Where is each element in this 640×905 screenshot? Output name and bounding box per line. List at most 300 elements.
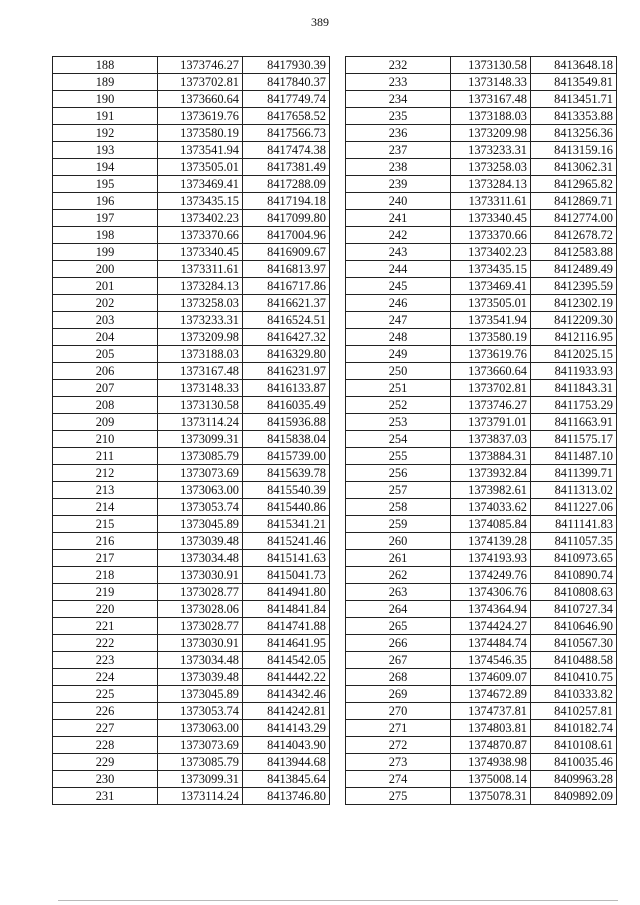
point-number-cell: 239 (346, 176, 451, 193)
x-coordinate-cell: 1373791.01 (451, 414, 531, 431)
y-coordinate-cell: 8414542.05 (243, 652, 330, 669)
point-number-cell: 219 (53, 584, 158, 601)
x-coordinate-cell: 1374085.84 (451, 516, 531, 533)
x-coordinate-cell: 1373702.81 (451, 380, 531, 397)
table-row (53, 703, 330, 720)
y-coordinate-cell: 8410808.63 (531, 584, 617, 601)
y-coordinate-cell: 8414442.22 (243, 669, 330, 686)
table-row (53, 227, 330, 244)
coordinates-table-right-body (346, 57, 617, 805)
table-row (346, 159, 617, 176)
x-coordinate-cell: 1374737.81 (451, 703, 531, 720)
x-coordinate-cell: 1374546.35 (451, 652, 531, 669)
x-coordinate-cell: 1373188.03 (451, 108, 531, 125)
table-row (346, 601, 617, 618)
point-number-cell: 248 (346, 329, 451, 346)
y-coordinate-cell: 8416133.87 (243, 380, 330, 397)
y-coordinate-cell: 8411753.29 (531, 397, 617, 414)
table-row (53, 329, 330, 346)
table-row (346, 108, 617, 125)
y-coordinate-cell: 8417099.80 (243, 210, 330, 227)
x-coordinate-cell: 1373370.66 (158, 227, 243, 244)
x-coordinate-cell: 1374306.76 (451, 584, 531, 601)
table-row (346, 57, 617, 74)
page-number: 389 (311, 15, 329, 29)
y-coordinate-cell: 8416035.49 (243, 397, 330, 414)
y-coordinate-cell: 8411227.06 (531, 499, 617, 516)
point-number-cell: 225 (53, 686, 158, 703)
y-coordinate-cell: 8413549.81 (531, 74, 617, 91)
y-coordinate-cell: 8415639.78 (243, 465, 330, 482)
point-number-cell: 273 (346, 754, 451, 771)
y-coordinate-cell: 8410257.81 (531, 703, 617, 720)
point-number-cell: 245 (346, 278, 451, 295)
table-row (346, 533, 617, 550)
x-coordinate-cell: 1373085.79 (158, 448, 243, 465)
point-number-cell: 265 (346, 618, 451, 635)
point-number-cell: 191 (53, 108, 158, 125)
table-row (53, 635, 330, 652)
y-coordinate-cell: 8413353.88 (531, 108, 617, 125)
y-coordinate-cell: 8417658.52 (243, 108, 330, 125)
x-coordinate-cell: 1374870.87 (451, 737, 531, 754)
y-coordinate-cell: 8410973.65 (531, 550, 617, 567)
table-row (346, 329, 617, 346)
x-coordinate-cell: 1373469.41 (158, 176, 243, 193)
x-coordinate-cell: 1373340.45 (451, 210, 531, 227)
table-row (346, 414, 617, 431)
point-number-cell: 207 (53, 380, 158, 397)
table-row (346, 312, 617, 329)
point-number-cell: 221 (53, 618, 158, 635)
table-row (53, 550, 330, 567)
x-coordinate-cell: 1375008.14 (451, 771, 531, 788)
table-row (346, 91, 617, 108)
x-coordinate-cell: 1373311.61 (451, 193, 531, 210)
x-coordinate-cell: 1373932.84 (451, 465, 531, 482)
x-coordinate-cell: 1373746.27 (451, 397, 531, 414)
point-number-cell: 198 (53, 227, 158, 244)
point-number-cell: 269 (346, 686, 451, 703)
x-coordinate-cell: 1373209.98 (158, 329, 243, 346)
y-coordinate-cell: 8415540.39 (243, 482, 330, 499)
y-coordinate-cell: 8417288.09 (243, 176, 330, 193)
table-row (53, 669, 330, 686)
x-coordinate-cell: 1373114.24 (158, 414, 243, 431)
point-number-cell: 214 (53, 499, 158, 516)
y-coordinate-cell: 8413256.36 (531, 125, 617, 142)
point-number-cell: 253 (346, 414, 451, 431)
x-coordinate-cell: 1373167.48 (451, 91, 531, 108)
point-number-cell: 258 (346, 499, 451, 516)
x-coordinate-cell: 1373114.24 (158, 788, 243, 805)
x-coordinate-cell: 1373073.69 (158, 465, 243, 482)
point-number-cell: 190 (53, 91, 158, 108)
point-number-cell: 206 (53, 363, 158, 380)
table-row (346, 635, 617, 652)
table-row (346, 125, 617, 142)
y-coordinate-cell: 8415041.73 (243, 567, 330, 584)
table-row (53, 584, 330, 601)
y-coordinate-cell: 8416909.67 (243, 244, 330, 261)
x-coordinate-cell: 1373541.94 (451, 312, 531, 329)
y-coordinate-cell: 8417004.96 (243, 227, 330, 244)
point-number-cell: 218 (53, 567, 158, 584)
y-coordinate-cell: 8416813.97 (243, 261, 330, 278)
point-number-cell: 251 (346, 380, 451, 397)
table-row (53, 244, 330, 261)
y-coordinate-cell: 8412116.95 (531, 329, 617, 346)
y-coordinate-cell: 8414741.88 (243, 618, 330, 635)
table-row (53, 618, 330, 635)
x-coordinate-cell: 1373402.23 (158, 210, 243, 227)
table-row (346, 516, 617, 533)
y-coordinate-cell: 8410488.58 (531, 652, 617, 669)
coordinates-table-left-body (53, 57, 330, 805)
x-coordinate-cell: 1373028.77 (158, 584, 243, 601)
x-coordinate-cell: 1373063.00 (158, 720, 243, 737)
point-number-cell: 242 (346, 227, 451, 244)
x-coordinate-cell: 1373580.19 (451, 329, 531, 346)
y-coordinate-cell: 8411575.17 (531, 431, 617, 448)
x-coordinate-cell: 1373209.98 (451, 125, 531, 142)
y-coordinate-cell: 8415440.86 (243, 499, 330, 516)
x-coordinate-cell: 1374193.93 (451, 550, 531, 567)
y-coordinate-cell: 8415739.00 (243, 448, 330, 465)
point-number-cell: 203 (53, 312, 158, 329)
x-coordinate-cell: 1373085.79 (158, 754, 243, 771)
table-row (346, 176, 617, 193)
table-row (346, 567, 617, 584)
point-number-cell: 231 (53, 788, 158, 805)
coordinates-table-right (345, 56, 617, 805)
x-coordinate-cell: 1373188.03 (158, 346, 243, 363)
table-row (346, 210, 617, 227)
y-coordinate-cell: 8409892.09 (531, 788, 617, 805)
x-coordinate-cell: 1373039.48 (158, 669, 243, 686)
y-coordinate-cell: 8417840.37 (243, 74, 330, 91)
x-coordinate-cell: 1374938.98 (451, 754, 531, 771)
y-coordinate-cell: 8409963.28 (531, 771, 617, 788)
point-number-cell: 193 (53, 142, 158, 159)
point-number-cell: 263 (346, 584, 451, 601)
y-coordinate-cell: 8412583.88 (531, 244, 617, 261)
table-row (346, 261, 617, 278)
y-coordinate-cell: 8410567.30 (531, 635, 617, 652)
point-number-cell: 201 (53, 278, 158, 295)
point-number-cell: 267 (346, 652, 451, 669)
x-coordinate-cell: 1373053.74 (158, 703, 243, 720)
point-number-cell: 222 (53, 635, 158, 652)
y-coordinate-cell: 8411487.10 (531, 448, 617, 465)
point-number-cell: 216 (53, 533, 158, 550)
x-coordinate-cell: 1373619.76 (451, 346, 531, 363)
point-number-cell: 215 (53, 516, 158, 533)
table-row (346, 788, 617, 805)
table-row (346, 771, 617, 788)
y-coordinate-cell: 8415241.46 (243, 533, 330, 550)
x-coordinate-cell: 1373258.03 (451, 159, 531, 176)
y-coordinate-cell: 8410333.82 (531, 686, 617, 703)
y-coordinate-cell: 8412025.15 (531, 346, 617, 363)
x-coordinate-cell: 1373034.48 (158, 652, 243, 669)
point-number-cell: 237 (346, 142, 451, 159)
x-coordinate-cell: 1373580.19 (158, 125, 243, 142)
point-number-cell: 197 (53, 210, 158, 227)
y-coordinate-cell: 8412678.72 (531, 227, 617, 244)
y-coordinate-cell: 8412965.82 (531, 176, 617, 193)
x-coordinate-cell: 1374364.94 (451, 601, 531, 618)
x-coordinate-cell: 1373541.94 (158, 142, 243, 159)
x-coordinate-cell: 1373039.48 (158, 533, 243, 550)
x-coordinate-cell: 1374803.81 (451, 720, 531, 737)
y-coordinate-cell: 8413845.64 (243, 771, 330, 788)
x-coordinate-cell: 1373505.01 (158, 159, 243, 176)
x-coordinate-cell: 1373370.66 (451, 227, 531, 244)
point-number-cell: 220 (53, 601, 158, 618)
point-number-cell: 249 (346, 346, 451, 363)
point-number-cell: 210 (53, 431, 158, 448)
table-row (346, 397, 617, 414)
x-coordinate-cell: 1373258.03 (158, 295, 243, 312)
table-row (346, 193, 617, 210)
table-row (346, 380, 617, 397)
point-number-cell: 271 (346, 720, 451, 737)
point-number-cell: 199 (53, 244, 158, 261)
table-row (53, 397, 330, 414)
point-number-cell: 238 (346, 159, 451, 176)
table-row (53, 720, 330, 737)
point-number-cell: 235 (346, 108, 451, 125)
y-coordinate-cell: 8413451.71 (531, 91, 617, 108)
table-row (53, 448, 330, 465)
point-number-cell: 202 (53, 295, 158, 312)
point-number-cell: 229 (53, 754, 158, 771)
point-number-cell: 227 (53, 720, 158, 737)
table-row (346, 618, 617, 635)
x-coordinate-cell: 1374609.07 (451, 669, 531, 686)
table-row (53, 74, 330, 91)
x-coordinate-cell: 1373045.89 (158, 516, 243, 533)
table-row (346, 295, 617, 312)
table-row (53, 482, 330, 499)
point-number-cell: 236 (346, 125, 451, 142)
y-coordinate-cell: 8410890.74 (531, 567, 617, 584)
table-row (53, 176, 330, 193)
point-number-cell: 270 (346, 703, 451, 720)
y-coordinate-cell: 8412869.71 (531, 193, 617, 210)
point-number-cell: 250 (346, 363, 451, 380)
table-row (53, 210, 330, 227)
coordinates-table-left (52, 56, 330, 805)
table-row (53, 91, 330, 108)
y-coordinate-cell: 8414841.84 (243, 601, 330, 618)
y-coordinate-cell: 8414143.29 (243, 720, 330, 737)
x-coordinate-cell: 1374484.74 (451, 635, 531, 652)
x-coordinate-cell: 1374033.62 (451, 499, 531, 516)
y-coordinate-cell: 8412302.19 (531, 295, 617, 312)
y-coordinate-cell: 8411933.93 (531, 363, 617, 380)
point-number-cell: 223 (53, 652, 158, 669)
point-number-cell: 195 (53, 176, 158, 193)
y-coordinate-cell: 8414941.80 (243, 584, 330, 601)
point-number-cell: 224 (53, 669, 158, 686)
point-number-cell: 254 (346, 431, 451, 448)
table-row (346, 363, 617, 380)
point-number-cell: 200 (53, 261, 158, 278)
y-coordinate-cell: 8410035.46 (531, 754, 617, 771)
x-coordinate-cell: 1373233.31 (451, 142, 531, 159)
point-number-cell: 243 (346, 244, 451, 261)
x-coordinate-cell: 1374249.76 (451, 567, 531, 584)
table-row (53, 516, 330, 533)
table-row (53, 193, 330, 210)
x-coordinate-cell: 1373746.27 (158, 57, 243, 74)
y-coordinate-cell: 8416329.80 (243, 346, 330, 363)
table-row (53, 363, 330, 380)
table-row (53, 533, 330, 550)
y-coordinate-cell: 8410182.74 (531, 720, 617, 737)
y-coordinate-cell: 8416231.97 (243, 363, 330, 380)
point-number-cell: 211 (53, 448, 158, 465)
table-row (346, 720, 617, 737)
table-row (346, 754, 617, 771)
x-coordinate-cell: 1373837.03 (451, 431, 531, 448)
y-coordinate-cell: 8417930.39 (243, 57, 330, 74)
point-number-cell: 209 (53, 414, 158, 431)
y-coordinate-cell: 8416621.37 (243, 295, 330, 312)
x-coordinate-cell: 1373028.77 (158, 618, 243, 635)
y-coordinate-cell: 8417194.18 (243, 193, 330, 210)
y-coordinate-cell: 8412774.00 (531, 210, 617, 227)
table-row (346, 669, 617, 686)
table-row (53, 567, 330, 584)
point-number-cell: 213 (53, 482, 158, 499)
y-coordinate-cell: 8412489.49 (531, 261, 617, 278)
x-coordinate-cell: 1373402.23 (451, 244, 531, 261)
table-row (346, 142, 617, 159)
x-coordinate-cell: 1374672.89 (451, 686, 531, 703)
table-row (346, 244, 617, 261)
y-coordinate-cell: 8412209.30 (531, 312, 617, 329)
x-coordinate-cell: 1373148.33 (451, 74, 531, 91)
point-number-cell: 234 (346, 91, 451, 108)
point-number-cell: 226 (53, 703, 158, 720)
x-coordinate-cell: 1373099.31 (158, 431, 243, 448)
point-number-cell: 257 (346, 482, 451, 499)
table-row (53, 312, 330, 329)
point-number-cell: 260 (346, 533, 451, 550)
table-row (53, 261, 330, 278)
x-coordinate-cell: 1373034.48 (158, 550, 243, 567)
point-number-cell: 241 (346, 210, 451, 227)
point-number-cell: 261 (346, 550, 451, 567)
x-coordinate-cell: 1373030.91 (158, 635, 243, 652)
x-coordinate-cell: 1373030.91 (158, 567, 243, 584)
x-coordinate-cell: 1373130.58 (451, 57, 531, 74)
point-number-cell: 262 (346, 567, 451, 584)
y-coordinate-cell: 8411663.91 (531, 414, 617, 431)
x-coordinate-cell: 1373073.69 (158, 737, 243, 754)
table-row (53, 380, 330, 397)
table-row (53, 57, 330, 74)
point-number-cell: 230 (53, 771, 158, 788)
x-coordinate-cell: 1373660.64 (451, 363, 531, 380)
y-coordinate-cell: 8414342.46 (243, 686, 330, 703)
table-row (53, 465, 330, 482)
point-number-cell: 228 (53, 737, 158, 754)
table-row (346, 431, 617, 448)
y-coordinate-cell: 8415341.21 (243, 516, 330, 533)
table-row (53, 295, 330, 312)
table-row (346, 550, 617, 567)
table-row (346, 482, 617, 499)
point-number-cell: 268 (346, 669, 451, 686)
table-row (346, 227, 617, 244)
x-coordinate-cell: 1373505.01 (451, 295, 531, 312)
point-number-cell: 196 (53, 193, 158, 210)
x-coordinate-cell: 1373982.61 (451, 482, 531, 499)
y-coordinate-cell: 8417566.73 (243, 125, 330, 142)
x-coordinate-cell: 1373284.13 (451, 176, 531, 193)
point-number-cell: 240 (346, 193, 451, 210)
y-coordinate-cell: 8411313.02 (531, 482, 617, 499)
y-coordinate-cell: 8414641.95 (243, 635, 330, 652)
table-row (53, 652, 330, 669)
table-row (346, 465, 617, 482)
table-row (53, 414, 330, 431)
x-coordinate-cell: 1374139.28 (451, 533, 531, 550)
y-coordinate-cell: 8410646.90 (531, 618, 617, 635)
table-row (346, 278, 617, 295)
table-row (346, 499, 617, 516)
table-row (53, 142, 330, 159)
y-coordinate-cell: 8411141.83 (531, 516, 617, 533)
x-coordinate-cell: 1373028.06 (158, 601, 243, 618)
x-coordinate-cell: 1373311.61 (158, 261, 243, 278)
x-coordinate-cell: 1373469.41 (451, 278, 531, 295)
y-coordinate-cell: 8417474.38 (243, 142, 330, 159)
table-row (346, 737, 617, 754)
point-number-cell: 259 (346, 516, 451, 533)
y-coordinate-cell: 8414242.81 (243, 703, 330, 720)
table-row (346, 346, 617, 363)
y-coordinate-cell: 8417381.49 (243, 159, 330, 176)
table-row (53, 499, 330, 516)
x-coordinate-cell: 1375078.31 (451, 788, 531, 805)
point-number-cell: 252 (346, 397, 451, 414)
x-coordinate-cell: 1373702.81 (158, 74, 243, 91)
table-row (53, 754, 330, 771)
point-number-cell: 233 (346, 74, 451, 91)
point-number-cell: 194 (53, 159, 158, 176)
x-coordinate-cell: 1374424.27 (451, 618, 531, 635)
x-coordinate-cell: 1373435.15 (451, 261, 531, 278)
point-number-cell: 205 (53, 346, 158, 363)
y-coordinate-cell: 8410410.75 (531, 669, 617, 686)
x-coordinate-cell: 1373130.58 (158, 397, 243, 414)
table-row (53, 108, 330, 125)
x-coordinate-cell: 1373660.64 (158, 91, 243, 108)
table-row (346, 686, 617, 703)
y-coordinate-cell: 8411843.31 (531, 380, 617, 397)
x-coordinate-cell: 1373233.31 (158, 312, 243, 329)
x-coordinate-cell: 1373619.76 (158, 108, 243, 125)
table-row (53, 346, 330, 363)
point-number-cell: 264 (346, 601, 451, 618)
table-row (346, 448, 617, 465)
point-number-cell: 208 (53, 397, 158, 414)
